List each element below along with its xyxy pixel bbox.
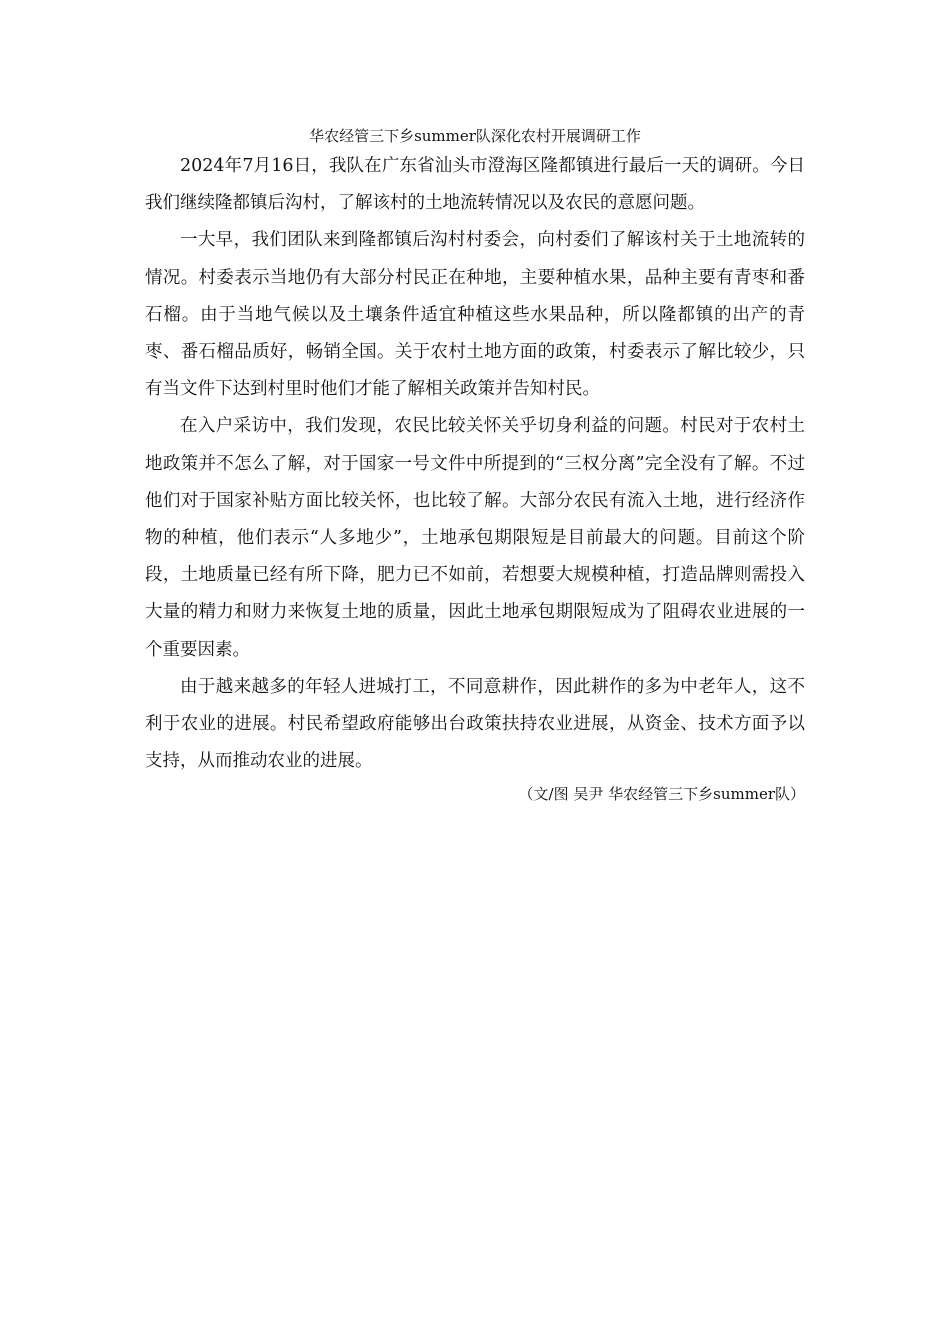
paragraph-3: 在入户采访中，我们发现，农民比较关怀关乎切身利益的问题。村民对于农村土地政策并不怎么了解，对于国家一号文件中所提到的“三权分离”完全没有了解。不过他们对于国家补贴方面比较关怀，也比较了解。大部分农民有流入土地，进行经济作物的种植，他们表示“人多地少”，土地承包期限短是目前最大的问题。目前这个阶段，土地质量已经有所下降，肥力已不如前，若想要大规模种植，打造品牌则需投入大量的精力和财力来恢复土地的质量，因此土地承包期限短成为了阻碍农业进展的一个重要因素。 [145, 416, 805, 660]
paragraph-1: 2024年7月16日，我队在广东省汕头市澄海区隆都镇进行最后一天的调研。今日我们继续隆都镇后沟村，了解该村的土地流转情况以及农民的意愿问题。 [145, 156, 805, 214]
paragraph-2: 一大早，我们团队来到隆都镇后沟村村委会，向村委们了解该村关于土地流转的情况。村委表示当地仍有大部分村民正在种地，主要种植水果，品种主要有青枣和番石榴。由于当地气候以及土壤条件适宜种植这些水果品种，所以隆都镇的出产的青枣、番石榴品质好，畅销全国。关于农村土地方面的政策，村委表示了解比较少，只有当文件下达到村里时他们才能了解相关政策并告知村民。 [145, 230, 805, 400]
author-credit: （文/图 吴尹 华农经管三下乡summer队） [518, 785, 805, 804]
paragraph-4: 由于越来越多的年轻人进城打工，不同意耕作，因此耕作的多为中老年人，这不利于农业的进展。村民希望政府能够出台政策扶持农业进展，从资金、技术方面予以支持，从而推动农业的进展。 [145, 676, 805, 772]
document-title: 华农经管三下乡summer队深化农村开展调研工作 [309, 127, 641, 145]
document-body [145, 124, 805, 806]
